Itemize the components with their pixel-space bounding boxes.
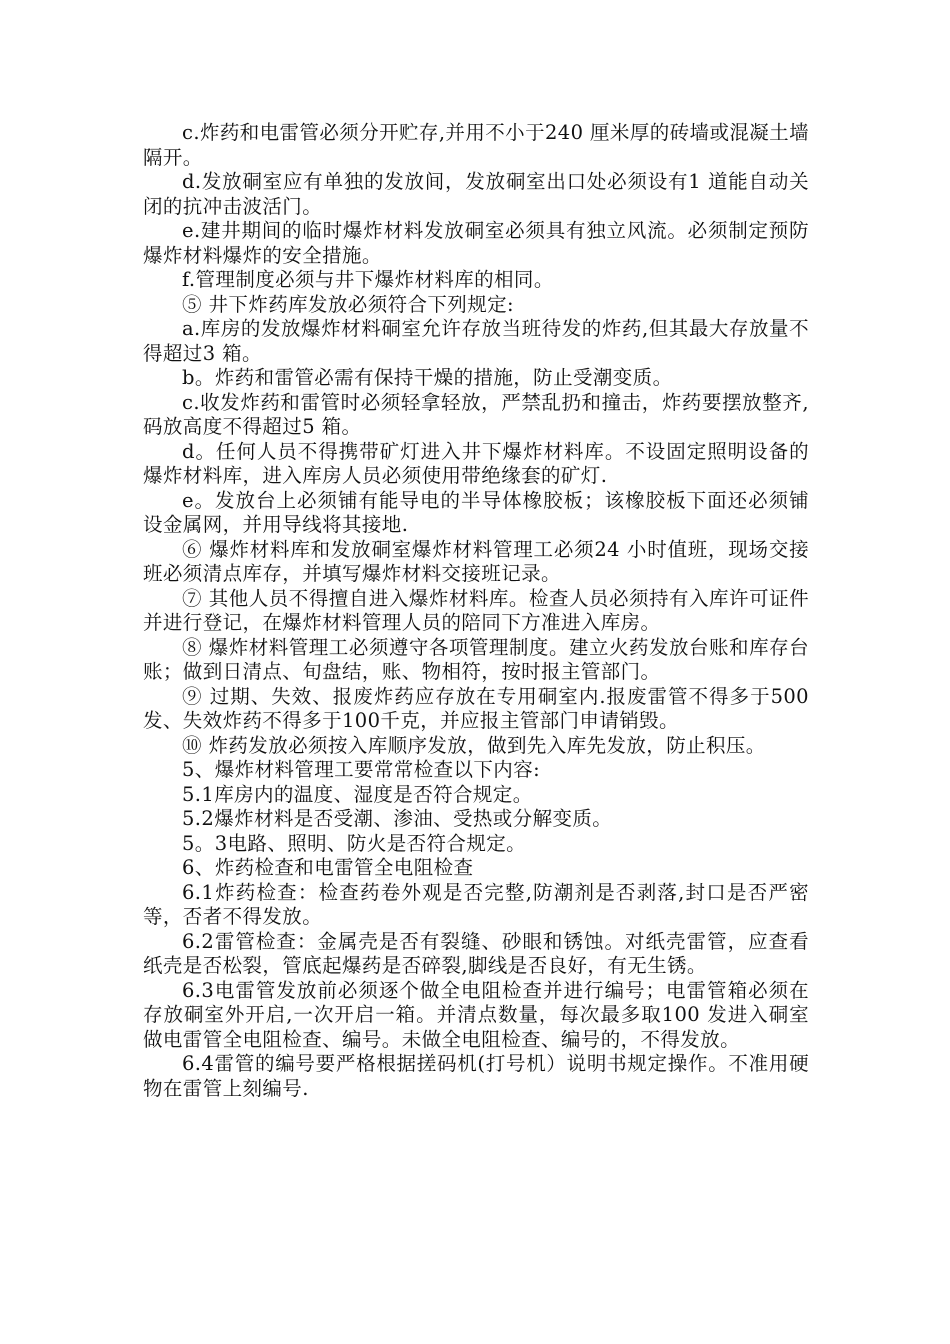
paragraph: 6、炸药检查和电雷管全电阻检查 — [182, 856, 474, 879]
paragraph: d.发放硐室应有单独的发放间，发放硐室出口处必须设有1 道能自动关闭的抗冲击波活门。 — [143, 170, 809, 218]
paragraph: ⑩ 炸药发放必须按入库顺序发放，做到先入库先发放，防止积压。 — [182, 733, 766, 757]
paragraph: 5、爆炸材料管理工要常常检查以下内容: — [182, 758, 541, 781]
paragraph: ⑦ 其他人员不得擅自进入爆炸材料库。检查人员必须持有入库许可证件并进行登记，在爆炸材料管理人员的陪同下方准进入库房。 — [143, 586, 809, 634]
paragraph: 5.2爆炸材料是否受潮、渗油、受热或分解变质。 — [182, 807, 613, 830]
paragraph: ⑨ 过期、失效、报废炸药应存放在专用硐室内.报废雷管不得多于500发、失效炸药不得多于100千克，并应报主管部门申请销毁。 — [143, 684, 809, 732]
paragraph: ⑥ 爆炸材料库和发放硐室爆炸材料管理工必须24 小时值班，现场交接班必须清点库存，并填写爆炸材料交接班记录。 — [143, 537, 809, 585]
paragraph: f.管理制度必须与井下爆炸材料库的相同。 — [182, 268, 554, 291]
paragraph: ⑤ 井下炸药库发放必须符合下列规定: — [182, 292, 514, 316]
paragraph: c.炸药和电雷管必须分开贮存,并用不小于240 厘米厚的砖墙或混凝土墙隔开。 — [143, 121, 809, 169]
paragraph: ⑧ 爆炸材料管理工必须遵守各项管理制度。建立火药发放台账和库存台账；做到日清点、旬盘结，账、物相符，按时报主管部门。 — [143, 635, 809, 683]
paragraph: 6.1炸药检查：检查药卷外观是否完整,防潮剂是否剥落,封口是否严密等，否者不得发放。 — [143, 880, 809, 928]
document-body — [143, 121, 809, 1101]
paragraph: e.建井期间的临时爆炸材料发放硐室必须具有独立风流。必须制定预防爆炸材料爆炸的安全措施。 — [143, 219, 809, 267]
paragraph: 6.3电雷管发放前必须逐个做全电阻检查并进行编号；电雷管箱必须在存放硐室外开启,一次开启一箱。并清点数量，每次最多取100 发进入硐室做电雷管全电阻检查、编号。未做全电阻检查、编号的，不得发放。 — [143, 978, 809, 1051]
paragraph: e。发放台上必须铺有能导电的半导体橡胶板；该橡胶板下面还必须铺设金属网，并用导线将其接地. — [143, 488, 809, 536]
paragraph: d。任何人员不得携带矿灯进入井下爆炸材料库。不设固定照明设备的爆炸材料库，进入库房人员必须使用带绝缘套的矿灯. — [143, 439, 809, 487]
paragraph: c.收发炸药和雷管时必须轻拿轻放，严禁乱扔和撞击，炸药要摆放整齐,码放高度不得超过5 箱。 — [143, 390, 809, 438]
paragraph: 6.2雷管检查：金属壳是否有裂缝、砂眼和锈蚀。对纸壳雷管，应查看纸壳是否松裂，管底起爆药是否碎裂,脚线是否良好，有无生锈。 — [143, 929, 809, 977]
paragraph: 6.4雷管的编号要严格根据搓码机(打号机）说明书规定操作。不准用硬物在雷管上刻编号. — [143, 1052, 809, 1100]
paragraph: a.库房的发放爆炸材料硐室允许存放当班待发的炸药,但其最大存放量不得超过3 箱。 — [143, 317, 809, 365]
paragraph: 5.1库房内的温度、湿度是否符合规定。 — [182, 782, 533, 806]
paragraph: 5。3电路、照明、防火是否符合规定。 — [182, 831, 527, 855]
paragraph: b。炸药和雷管必需有保持干燥的措施，防止受潮变质。 — [182, 366, 673, 389]
